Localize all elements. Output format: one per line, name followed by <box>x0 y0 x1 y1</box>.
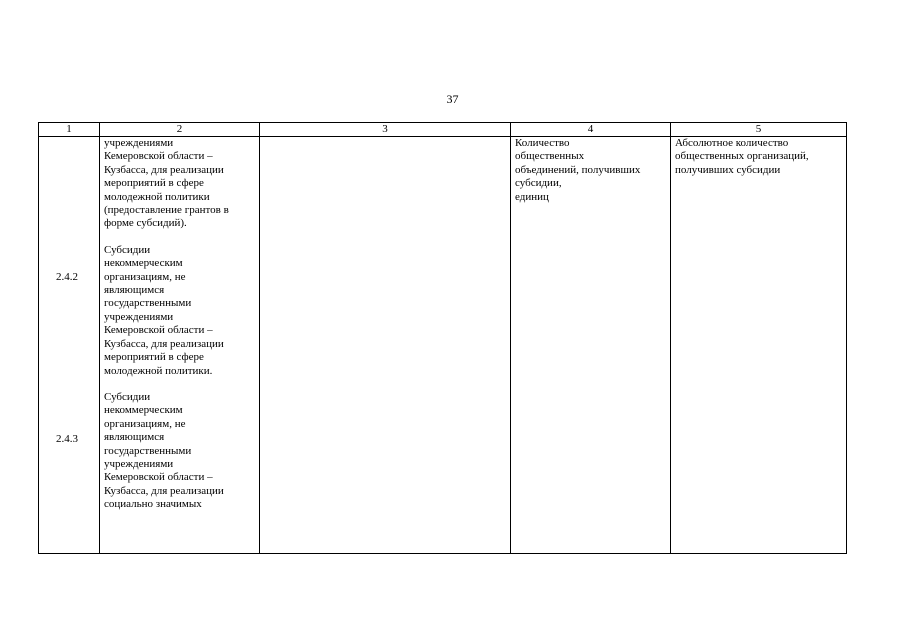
header-col-1: 1 <box>39 123 100 137</box>
item-description: учреждениями Кемеровской области – Кузбасса, для реализации мероприятий в сфере молодежной политики (предоставление грантов в форме субсидий). <box>104 137 229 230</box>
table-row <box>39 137 847 554</box>
item-number: 2.4.3 <box>56 433 78 445</box>
indicator-cell: Количество общественных объединений, получивших субсидии, единиц <box>511 137 671 554</box>
header-row <box>39 123 847 137</box>
header-col-3: 3 <box>260 123 511 137</box>
item-description: Субсидии некоммерческим организациям, не являющимся государственными учреждениями Кемеровской области – Кузбасса, для реализации социально значимых <box>104 390 224 511</box>
header-col-2: 2 <box>100 123 260 137</box>
page-number: 37 <box>446 92 459 106</box>
indicator-description-cell: Абсолютное количество общественных организаций, получивших субсидии <box>671 137 847 554</box>
data-table <box>38 122 847 554</box>
item-number: 2.4.2 <box>56 271 78 283</box>
description-cell <box>100 137 260 554</box>
item-description: Субсидии некоммерческим организациям, не являющимся государственными учреждениями Кемеровской области – Кузбасса, для реализации мероприятий в сфере молодежной политики. <box>104 243 224 377</box>
empty-cell <box>260 137 511 554</box>
header-col-5: 5 <box>671 123 847 137</box>
item-number-cell <box>39 137 100 554</box>
header-col-4: 4 <box>511 123 671 137</box>
